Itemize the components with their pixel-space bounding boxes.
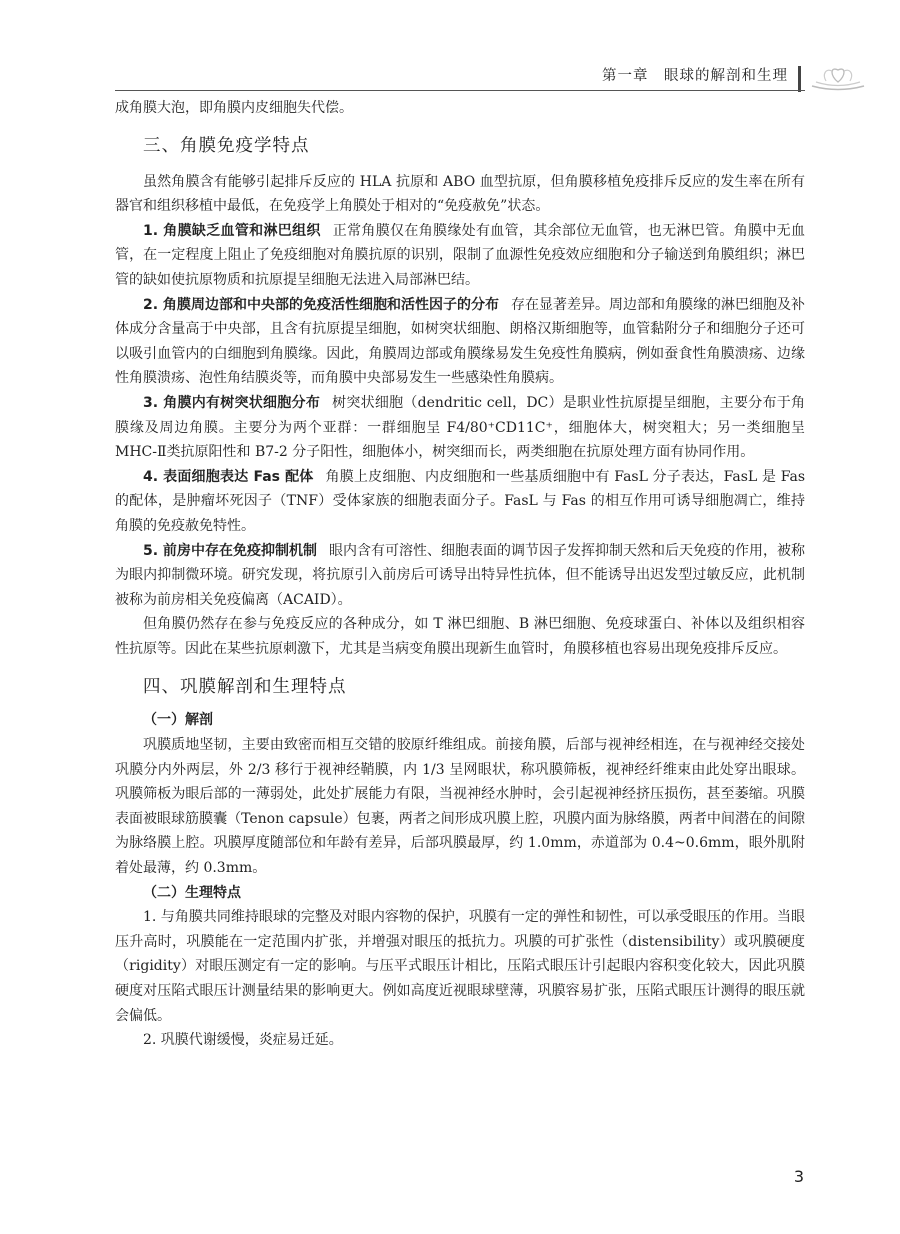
item-text: 眼内含有可溶性、细胞表面的调节因子发挥抑制天然和后天免疫的作用，被称为眼内抑制微环境。研究发现，将抗原引入前房后可诱导出特异性抗体，但不能诱导出迟发型过敏反应，此机制被称为前房相关免疫偏离（ACAID）。 xyxy=(115,542,805,608)
subsection-heading-physiology: （二）生理特点 xyxy=(143,884,241,901)
item-text: 角膜上皮细胞、内皮细胞和一些基质细胞中有 FasL 分子表达，FasL 是 Fas 的配体，是肿瘤坏死因子（TNF）受体家族的细胞表面分子。FasL 与 Fas 的相互作用可诱导细胞凋亡，维持角膜的免疫赦免特性。 xyxy=(115,468,805,534)
item-text: 树突状细胞（dendritic cell，DC）是职业性抗原提呈细胞，主要分布于角膜缘及周边角膜。主要分为两个亚群：一群细胞呈 F4/80⁺CD11C⁺，细胞体大，树突粗大；另一类细胞呈 MHC-Ⅱ类抗原阳性和 B7-2 分子阳性，细胞体小，树突细而长，两类细胞在抗原处理方面有协同作用。 xyxy=(115,394,805,461)
publisher-logo-icon xyxy=(808,62,868,92)
paragraph: 成角膜大泡，即角膜内皮细胞失代偿。 xyxy=(115,100,353,116)
item-text: 存在显著差异。周边部和角膜缘的淋巴细胞及补体成分含量高于中央部，且含有抗原提呈细胞，如树突状细胞、朗格汉斯细胞等，血管黏附分子和细胞分子还可以吸引血管内的白细胞到角膜缘。因此，角膜周边部或角膜缘易发生免疫性角膜病，例如蚕食性角膜溃疡、边缘性角膜溃疡、泡性角结膜炎等，而角膜中央部易发生一些感染性角膜病。 xyxy=(115,296,805,387)
item-title: 1. 角膜缺乏血管和淋巴组织 xyxy=(143,222,321,239)
page-number: 3 xyxy=(793,1167,804,1186)
header-divider-bar xyxy=(798,66,801,92)
paragraph: 1. 与角膜共同维持眼球的完整及对眼内容物的保护，巩膜有一定的弹性和韧性，可以承受眼压的作用。当眼压升高时，巩膜能在一定范围内扩张，并增强对眼压的抵抗力。巩膜的可扩张性（distensibility）或巩膜硬度（rigidity）对眼压测定有一定的影响。与压平式眼压计相比，压陷式眼压计引起眼内容积变化较大，因此巩膜硬度对压陷式眼压计测量结果的影响更大。例如高度近视眼球壁薄，巩膜容易扩张，压陷式眼压计测得的眼压就会偏低。 xyxy=(115,909,805,1024)
subsection-heading-anatomy: （一）解剖 xyxy=(143,712,213,729)
list-item xyxy=(115,391,805,465)
page-body xyxy=(115,96,805,1053)
section-heading-sclera: 四、巩膜解剖和生理特点 xyxy=(143,677,347,698)
item-text: 正常角膜仅在角膜缘处有血管，其余部位无血管，也无淋巴管。角膜中无血管，在一定程度上阻止了免疫细胞对角膜抗原的识别，限制了血源性免疫效应细胞和分子输送到角膜组织；淋巴管的缺如使抗原物质和抗原提呈细胞无法进入局部淋巴结。 xyxy=(115,222,806,288)
item-title: 4. 表面细胞表达 Fas 配体 xyxy=(143,468,314,485)
item-title: 2. 角膜周边部和中央部的免疫活性细胞和活性因子的分布 xyxy=(143,296,499,313)
paragraph: 但角膜仍然存在参与免疫反应的各种成分，如 T 淋巴细胞、B 淋巴细胞、免疫球蛋白、补体以及组织相容性抗原等。因此在某些抗原刺激下，尤其是当病变角膜出现新生血管时，角膜移植也容易出现免疫排斥反应。 xyxy=(115,616,805,657)
list-item xyxy=(115,219,805,293)
chapter-title: 第一章 眼球的解剖和生理 xyxy=(602,68,788,84)
item-title: 5. 前房中存在免疫抑制机制 xyxy=(143,542,317,559)
header-rule xyxy=(115,90,805,91)
running-header xyxy=(0,58,900,92)
list-item xyxy=(115,293,805,391)
list-item xyxy=(115,465,805,539)
list-item xyxy=(115,539,805,613)
paragraph: 2. 巩膜代谢缓慢，炎症易迁延。 xyxy=(143,1032,343,1049)
item-title: 3. 角膜内有树突状细胞分布 xyxy=(143,394,321,411)
paragraph: 巩膜质地坚韧，主要由致密而相互交错的胶原纤维组成。前接角膜，后部与视神经相连，在与视神经交接处巩膜分内外两层，外 2/3 移行于视神经鞘膜，内 1/3 呈网眼状，称巩膜筛板，视神经纤维束由此处穿出眼球。巩膜筛板为眼后部的一薄弱处，此处扩展能力有限，当视神经水肿时，会引起视神经挤压损伤，甚至萎缩。巩膜表面被眼球筋膜囊（Tenon capsule）包裹，两者之间形成巩膜上腔，巩膜内面为脉络膜，两者中间潜在的间隙为脉络膜上腔。巩膜厚度随部位和年龄有差异，后部巩膜最厚，约 1.0mm，赤道部为 0.4~0.6mm，眼外肌附着处最薄，约 0.3mm。 xyxy=(115,737,805,877)
section-heading-corneal-immunology: 三、角膜免疫学特点 xyxy=(143,135,310,156)
paragraph: 虽然角膜含有能够引起排斥反应的 HLA 抗原和 ABO 血型抗原，但角膜移植免疫排斥反应的发生率在所有器官和组织移植中最低，在免疫学上角膜处于相对的“免疫赦免”状态。 xyxy=(115,173,805,215)
